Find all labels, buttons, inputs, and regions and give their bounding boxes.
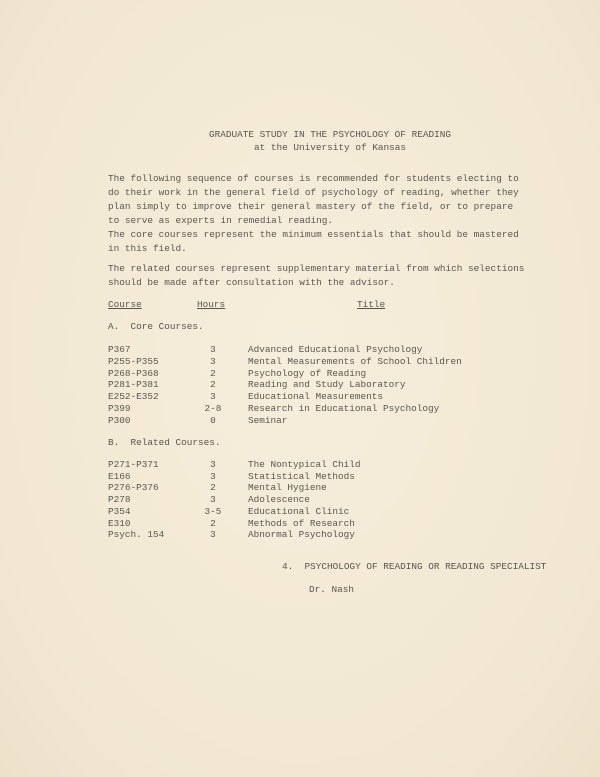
document-subtitle: at the University of Kansas [254,142,406,153]
column-header-hours: Hours [197,299,226,310]
course-title: Research in Educational Psychology [248,403,440,414]
course-code: E166 [108,470,131,482]
course-hours: 3-5 [204,505,222,517]
course-title: Adolescence [248,494,310,506]
paragraph-line: plan simply to improve their general mastery of the field, or to prepare [108,201,514,212]
author-name: Dr. Nash [309,584,355,595]
course-code: P276-P376 [108,482,159,494]
course-code: P255-P355 [108,355,159,367]
course-title: Abnormal Psychology [248,529,355,541]
course-code: E310 [108,517,131,529]
section-core-label: A. Core Courses. [108,321,204,332]
course-hours: 3 [210,344,216,355]
column-header-course: Course [108,299,142,310]
paragraph-line: do their work in the general field of psychology of reading, whether they [108,187,519,198]
course-title: Educational Measurements [248,391,384,403]
course-code: P278 [108,494,131,506]
paragraph-line: in this field. [108,243,187,254]
course-code: P271-P371 [108,459,159,470]
course-hours: 3 [210,459,216,470]
course-hours: 3 [210,529,216,541]
course-code: P300 [108,414,131,426]
course-title: Methods of Research [248,517,355,529]
course-hours: 2 [210,482,216,494]
course-hours: 2 [210,367,216,379]
course-code: P399 [108,403,131,414]
course-code: P281-P381 [108,379,159,391]
paragraph-line: The core courses represent the minimum essentials that should be mastered [108,229,519,240]
course-hours: 2 [210,517,216,529]
paragraph-line: The related courses represent supplementary material from which selections [108,263,525,274]
section-footer-heading: 4. PSYCHOLOGY OF READING OR READING SPECIALIST [282,561,547,572]
course-hours: 2-8 [204,403,222,414]
document-title: GRADUATE STUDY IN THE PSYCHOLOGY OF READING [209,129,451,140]
course-hours: 3 [210,355,216,367]
course-title: Reading and Study Laboratory [248,379,406,391]
course-code: Psych. 154 [108,529,165,541]
paragraph-line: The following sequence of courses is recommended for students electing to [108,173,519,184]
course-title: Seminar [248,414,288,426]
course-hours: 0 [210,414,216,426]
course-title: Advanced Educational Psychology [248,344,423,355]
course-title: Statistical Methods [248,470,355,482]
course-code: P354 [108,505,131,517]
course-hours: 3 [210,494,216,506]
course-code: P268-P368 [108,367,159,379]
paragraph-line: should be made after consultation with the advisor. [108,277,395,288]
course-title: The Nontypical Child [248,459,361,470]
course-hours: 3 [210,470,216,482]
course-code: P367 [108,344,131,355]
course-hours: 2 [210,379,216,391]
course-title: Mental Hygiene [248,482,327,494]
course-code: E252-E352 [108,391,159,403]
section-related-label: B. Related Courses. [108,437,221,448]
course-hours: 3 [210,391,216,403]
column-header-title: Title [357,299,386,310]
course-title: Mental Measurements of School Children [248,355,462,367]
course-title: Psychology of Reading [248,367,367,379]
course-title: Educational Clinic [248,505,350,517]
paragraph-line: to serve as experts in remedial reading. [108,215,334,226]
